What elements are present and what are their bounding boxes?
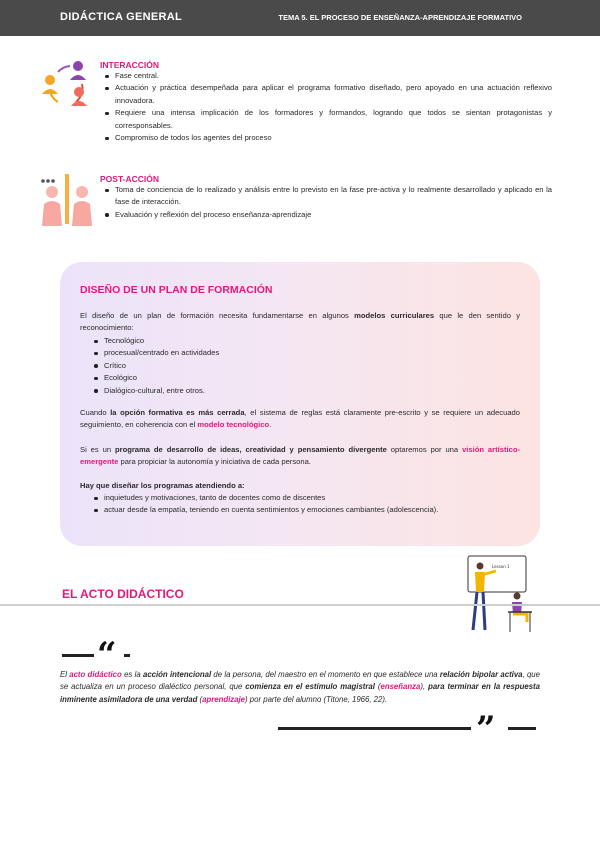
- postaccion-title: POST-ACCIÓN: [100, 174, 160, 184]
- plan-paragraph-closed: Cuando la opción formativa es más cerrada, el sistema de reglas está claramente pre-escrito y se requiere un adecuado seguimiento, en coherencia con el modelo tecnológico.: [80, 408, 521, 430]
- list-item: Toma de conciencia de lo realizado y análisis entre lo previsto en la fase pre-activa y lo realmente desarrollado y aplicado en la fase de interacción.: [115, 184, 552, 209]
- people-interaction-icon: [36, 58, 96, 110]
- list-item: Dialógico-cultural, entre otros.: [104, 385, 532, 397]
- course-title: DIDÁCTICA GENERAL: [60, 11, 183, 23]
- interaccion-list: [103, 70, 552, 144]
- models-list: [92, 335, 532, 397]
- teacher-student-illustration: [462, 552, 542, 634]
- design-list: [92, 492, 532, 517]
- list-item: Fase central.: [115, 70, 552, 82]
- open-quote-icon: “: [97, 635, 117, 675]
- close-quote-icon: ”: [476, 709, 496, 749]
- quote-text: El acto didáctico es la acción intencional de la persona, del maestro en el momento en que establece una relación bipolar activa, que se actualiza en un proceso dialéctico personal, que comienza en el estímulo magistral (enseñanza), para terminar en la respuesta inminente asimiladora de una verdad (aprendizaje) por parte del alumno (Titone, 1966, 22).: [60, 670, 540, 704]
- list-item: Tecnológico: [104, 335, 532, 347]
- list-item: procesual/centrado en actividades: [104, 347, 532, 359]
- list-item: actuar desde la empatía, teniendo en cuenta sentimientos y emociones cambiantes (adolescencia).: [104, 504, 532, 516]
- reflection-people-icon: [38, 172, 96, 228]
- plan-paragraph-creative: Si es un programa de desarrollo de ideas, creatividad y pensamiento divergente optaremos por una visión artístico-emergente para propiciar la autonomía y iniciativa de cada persona.: [80, 445, 520, 467]
- list-item: Requiere una intensa implicación de los formadores y formandos, logrando que todos se sientan protagonistas y corresponsables.: [115, 107, 552, 132]
- quote-bar-left-right: [124, 654, 130, 657]
- board-text: Lesson 1: [492, 564, 510, 569]
- list-item: Actuación y práctica desempeñada para aplicar el programa formativo diseñado, pero apoyado en una actuación reflexivo innovadora.: [115, 82, 552, 107]
- acto-title: EL ACTO DIDÁCTICO: [62, 587, 184, 601]
- list-item: inquietudes y motivaciones, tanto de docentes como de discentes: [104, 492, 532, 504]
- quote-bar-right: [278, 727, 471, 730]
- topic-title: TEMA 5. EL PROCESO DE ENSEÑANZA-APRENDIZAJE FORMATIVO: [278, 13, 522, 22]
- list-item: Compromiso de todos los agentes del proceso: [115, 132, 552, 144]
- list-item: Ecológico: [104, 372, 532, 384]
- quote-bar-left: [62, 654, 94, 657]
- list-item: Crítico: [104, 360, 532, 372]
- postaccion-list: [103, 184, 552, 221]
- interaccion-title: INTERACCIÓN: [100, 60, 160, 70]
- header-bar: [0, 0, 600, 36]
- divider-line: [0, 604, 600, 606]
- plan-design-heading: Hay que diseñar los programas atendiendo a:: [80, 481, 245, 490]
- quote-bar-right-end: [508, 727, 536, 730]
- plan-card: [60, 262, 540, 546]
- list-item: Evaluación y reflexión del proceso enseñanza-aprendizaje: [115, 209, 552, 221]
- plan-title: DISEÑO DE UN PLAN DE FORMACIÓN: [80, 284, 273, 296]
- plan-intro: El diseño de un plan de formación necesita fundamentarse en algunos modelos curriculares que le den sentido y reconocimiento:: [80, 311, 520, 333]
